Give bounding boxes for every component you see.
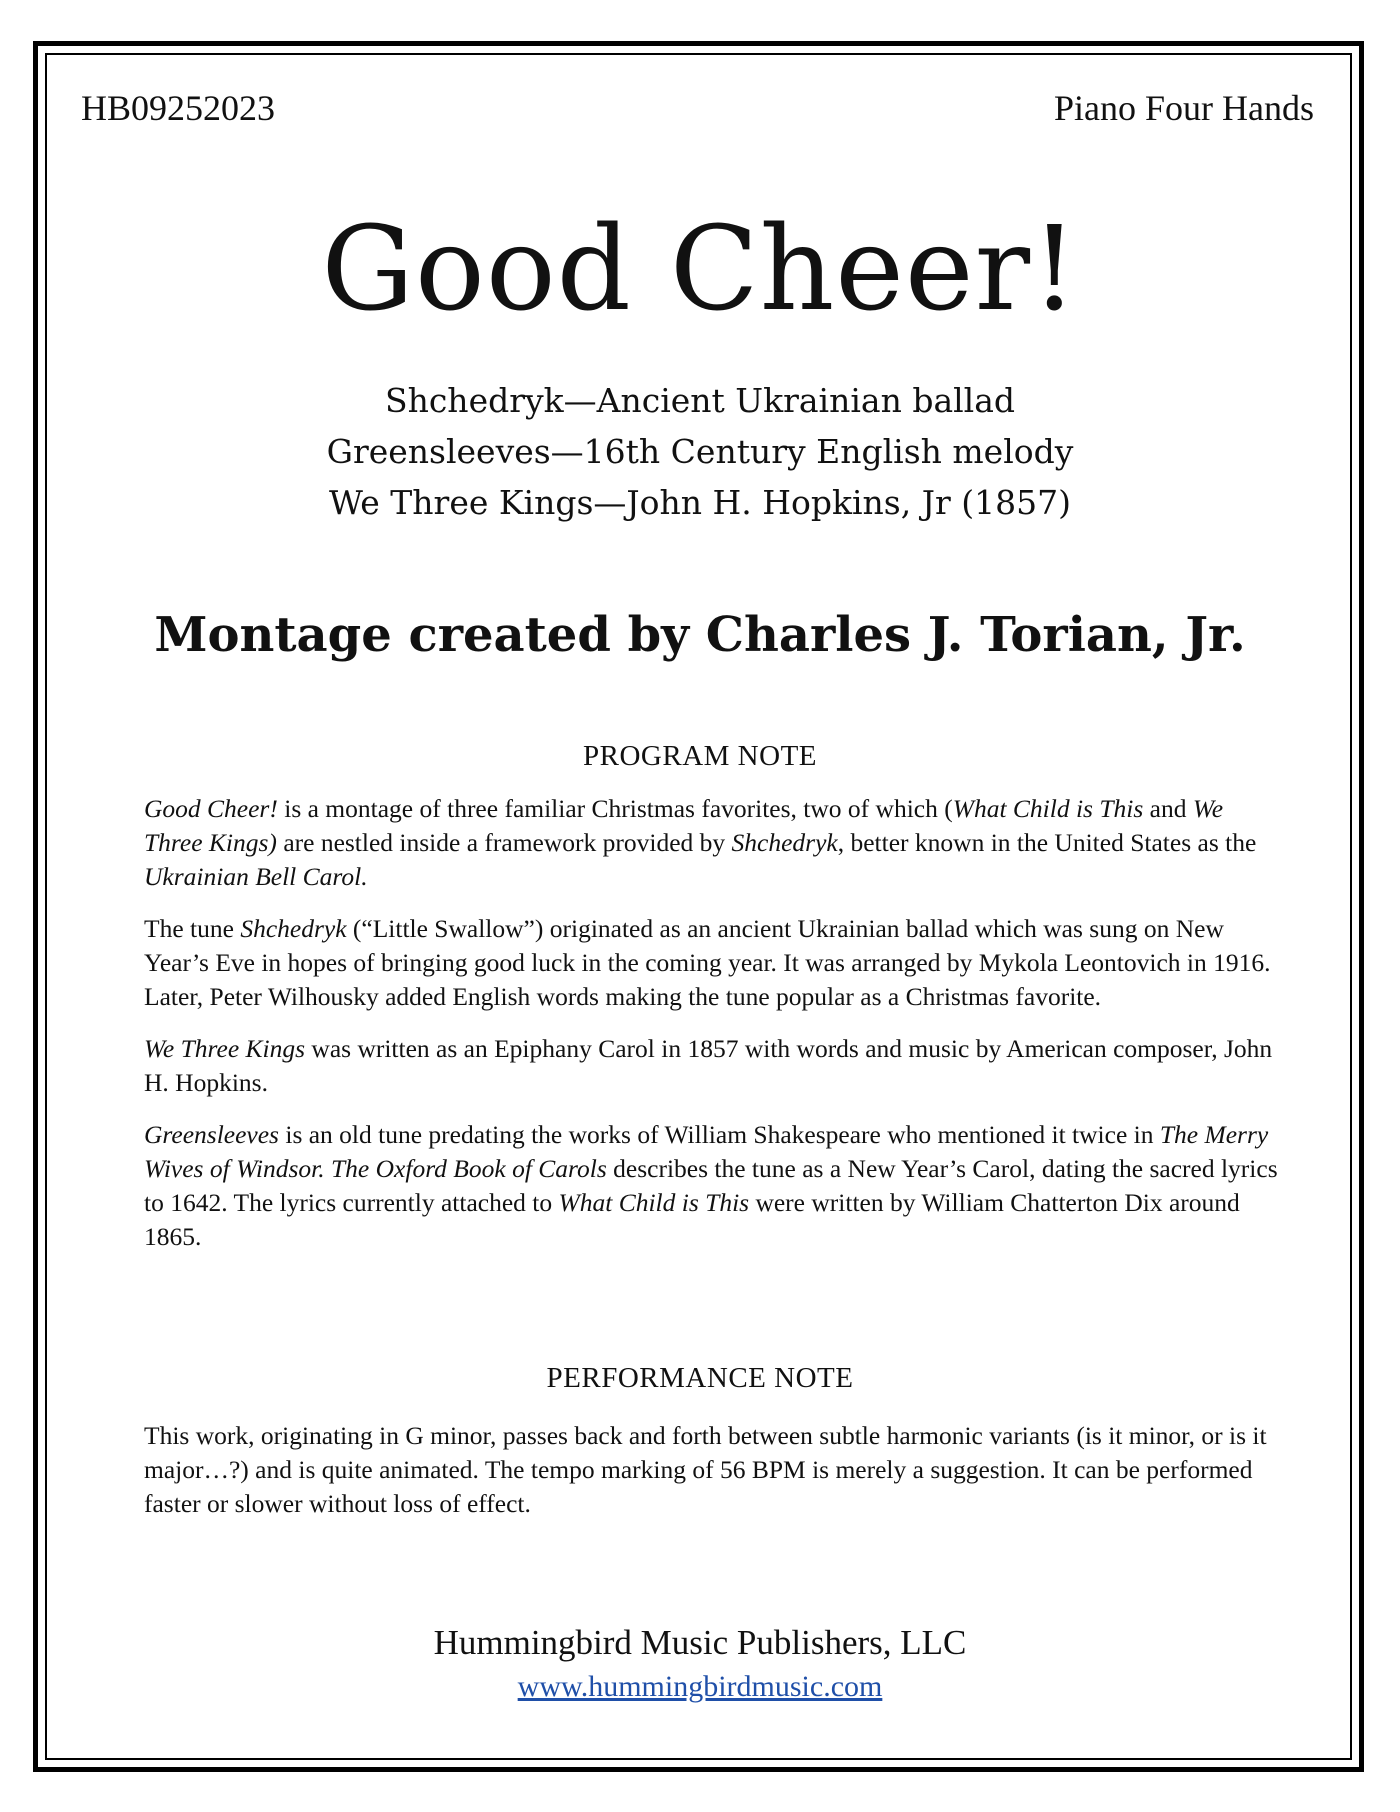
program-note-paragraph [144, 792, 1284, 894]
program-note-paragraph [144, 1118, 1284, 1254]
page-title: Good Cheer! [321, 202, 1079, 337]
text-run: , better known in the United States as the [837, 828, 1257, 857]
source-list [0, 375, 1400, 528]
text-run: and [1143, 794, 1193, 823]
italic-title: What Child is This [952, 794, 1144, 823]
performance-note-heading: PERFORMANCE NOTE [546, 1362, 854, 1394]
italic-title: Good Cheer! [144, 794, 278, 823]
italic-title: Ukrainian Bell Carol. [144, 862, 368, 891]
program-note-paragraph [144, 1032, 1284, 1100]
text-run: were written by William Chatterton Dix around 1865. [144, 1188, 1240, 1251]
program-note-paragraph [144, 912, 1284, 1014]
text-run: The tune [144, 914, 241, 943]
source-line-we-three-kings: We Three Kings—John H. Hopkins, Jr (1857) [329, 483, 1071, 522]
italic-title: Greensleeves [144, 1120, 279, 1149]
program-note-heading: PROGRAM NOTE [583, 740, 817, 772]
italic-title: The Merry Wives of Windsor. The Oxford Book of Carols [144, 1120, 1269, 1183]
website-link[interactable]: www.hummingbirdmusic.com [517, 1670, 883, 1703]
instrumentation-label: Piano Four Hands [1054, 88, 1314, 128]
creator-credit: Montage created by Charles J. Torian, Jr. [154, 607, 1246, 663]
italic-title: We Three Kings) [144, 794, 1224, 857]
website-link-container [0, 1667, 1400, 1707]
italic-title: Shchedryk [731, 828, 838, 857]
text-run: was written as an Epiphany Carol in 1857 with words and music by American composer, John H. Hopkins. [144, 1034, 1273, 1097]
italic-title: What Child is This [558, 1188, 750, 1217]
performance-note-paragraph: This work, originating in G minor, passes back and forth between subtle harmonic variants (is it minor, or is it major…?) and is quite animated. The tempo marking of 56 BPM is merely a suggestion. It can be performed faster or slower without loss of effect. [144, 1421, 1267, 1518]
catalog-code: HB09252023 [81, 88, 276, 128]
italic-title: Shchedryk [240, 914, 347, 943]
text-run: is a montage of three familiar Christmas favorites, two of which ( [277, 794, 953, 823]
text-run: (“Little Swallow”) originated as an ancient Ukrainian ballad which was sung on New Year’s Eve in hopes of bringing good luck in the coming year. It was arranged by Mykola Leontovich in 1916. Later, Peter Wilhousky added English words making the tune popular as a Christmas favorite. [144, 914, 1271, 1011]
performance-note-body [144, 1419, 1284, 1539]
text-run: is an old tune predating the works of William Shakespeare who mentioned it twice in [278, 1120, 1160, 1149]
text-run: are nestled inside a framework provided by [276, 828, 732, 857]
text-run: describes the tune as a New Year’s Carol, dating the sacred lyrics to 1642. The lyrics currently attached to [144, 1154, 1278, 1217]
source-line-greensleeves: Greensleeves—16th Century English melody [326, 432, 1074, 471]
program-note-body [144, 792, 1284, 1272]
publisher-name: Hummingbird Music Publishers, LLC [433, 1623, 967, 1662]
source-line-shchedryk: Shchedryk—Ancient Ukrainian ballad [384, 381, 1016, 420]
italic-title: We Three Kings [144, 1034, 306, 1063]
